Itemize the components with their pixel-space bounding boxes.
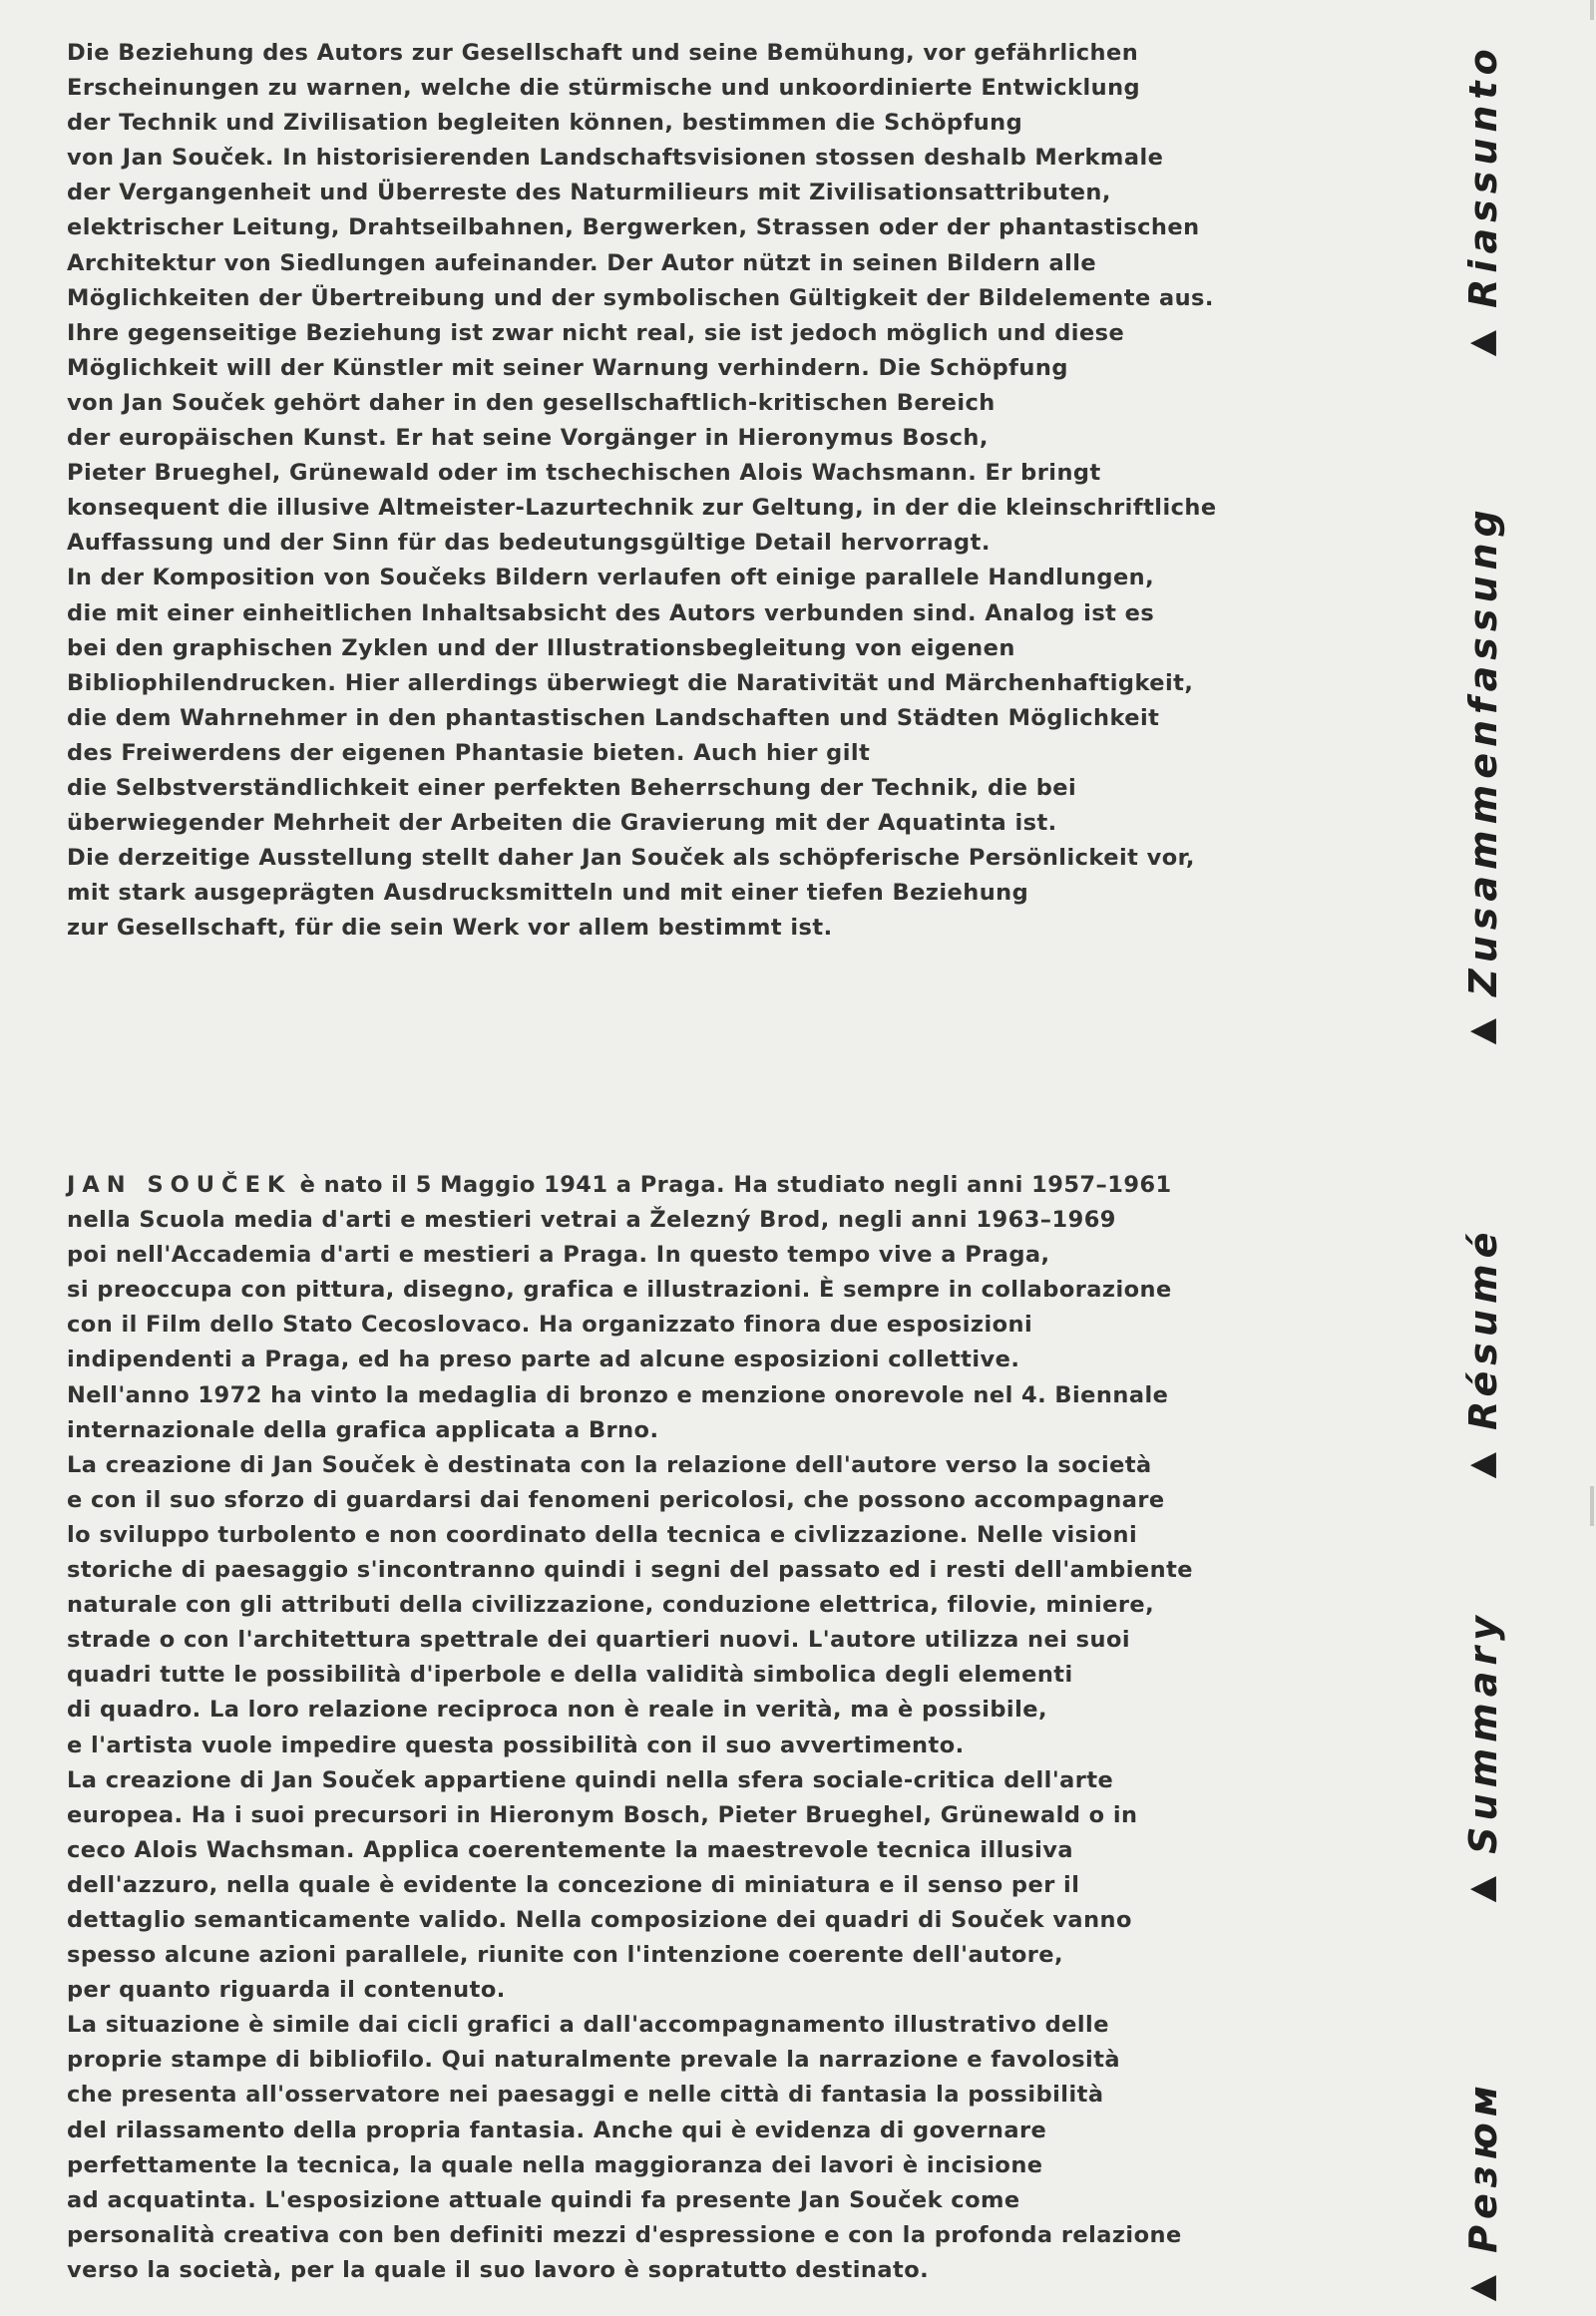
italian-text-line: si preoccupa con pittura, disegno, grafica e illustrazioni. È sempre in collaborazione bbox=[67, 1277, 1172, 1304]
side-label-text: Summary bbox=[1461, 1610, 1505, 1854]
german-text-line: konsequent die illusive Altmeister-Lazurtechnik zur Geltung, in der die kleinschriftliche bbox=[67, 495, 1217, 522]
german-text-line: von Jan Souček gehört daher in den gesellschaftlich-kritischen Bereich bbox=[67, 389, 996, 416]
german-text-line: der Vergangenheit und Überreste des Naturmilieurs mit Zivilisationsattributen, bbox=[67, 180, 1111, 206]
italian-text-line: del rilassamento della propria fantasia. Anche qui è evidenza di governare bbox=[67, 2117, 1047, 2143]
italian-text-line: e con il suo sforzo di guardarsi dai fenomeni pericolosi, che possono accompagnare bbox=[67, 1486, 1165, 1513]
italian-text-line: di quadro. La loro relazione reciproca non è reale in verità, ma è possibile, bbox=[67, 1697, 1047, 1724]
german-text-line: Ihre gegenseitige Beziehung ist zwar nicht real, sie ist jedoch möglich und diese bbox=[67, 319, 1125, 346]
italian-text-line: e l'artista vuole impedire questa possibilità con il suo avvertimento. bbox=[67, 1732, 965, 1758]
german-text-line: Möglichkeiten der Übertreibung und der symbolischen Gültigkeit der Bildelemente aus. bbox=[67, 284, 1214, 311]
german-text-line: die Selbstverständlichkeit einer perfekten Beherrschung der Technik, die bei bbox=[67, 774, 1077, 801]
italian-text-line: lo sviluppo turbolento e non coordinato della tecnica e civlizzazione. Nelle visioni bbox=[67, 1521, 1138, 1548]
italian-text-line: verso la società, per la quale il suo lavoro è sopratutto destinato. bbox=[67, 2256, 930, 2283]
italian-text-line: ceco Alois Wachsman. Applica coerentemente la maestrevole tecnica illusiva bbox=[67, 1836, 1074, 1863]
arrow-icon: ◀ bbox=[1469, 320, 1497, 361]
italian-text-line: ad acquatinta. L'esposizione attuale quindi fa presente Jan Souček come bbox=[67, 2186, 1020, 2213]
side-label-text: Резюм bbox=[1461, 2080, 1505, 2253]
arrow-icon: ◀ bbox=[1469, 1442, 1497, 1483]
german-text-line: die dem Wahrnehmer in den phantastischen Landschaften und Städten Möglichkeit bbox=[67, 704, 1160, 731]
italian-text-line: naturale con gli attributi della civilizzazione, conduzione elettrica, filovie, miniere, bbox=[67, 1592, 1155, 1619]
italian-text-line: con il Film dello Stato Cecoslovaco. Ha organizzato finora due esposizioni bbox=[67, 1312, 1033, 1339]
italian-text-line: per quanto riguarda il contenuto. bbox=[67, 1977, 506, 2004]
italian-text-line: nella Scuola media d'arti e mestieri vetrai a Železný Brod, negli anni 1963–1969 bbox=[67, 1207, 1116, 1234]
page-edge-mark bbox=[1590, 0, 1594, 20]
side-label-summary bbox=[1461, 1610, 1505, 1907]
side-label-zusammenfassung bbox=[1461, 504, 1505, 1049]
german-text-line: Erscheinungen zu warnen, welche die stürmische und unkoordinierte Entwicklung bbox=[67, 75, 1141, 102]
italian-text-line: dell'azzuro, nella quale è evidente la concezione di miniatura e il senso per il bbox=[67, 1871, 1080, 1898]
italian-text-line: La situazione è simile dai cicli grafici a dall'accompagnamento illustrativo delle bbox=[67, 2012, 1109, 2039]
german-text-line: Auffassung und der Sinn für das bedeutungsgültige Detail hervorragt. bbox=[67, 530, 991, 557]
german-text-line: von Jan Souček. In historisierenden Landschaftsvisionen stossen deshalb Merkmale bbox=[67, 145, 1164, 172]
side-label-text: Résumé bbox=[1461, 1226, 1505, 1430]
italian-text-line: europea. Ha i suoi precursori in Hieronym Bosch, Pieter Brueghel, Grünewald o in bbox=[67, 1801, 1138, 1828]
side-label-riassunto bbox=[1461, 43, 1505, 361]
italian-text-line: Nell'anno 1972 ha vinto la medaglia di bronzo e menzione onorevole nel 4. Biennale bbox=[67, 1381, 1169, 1408]
italian-text-line: storiche di paesaggio s'incontranno quindi i segni del passato ed i resti dell'ambiente bbox=[67, 1557, 1193, 1584]
german-text-line: In der Komposition von Součeks Bildern verlaufen oft einige parallele Handlungen, bbox=[67, 565, 1155, 591]
italian-text-line: La creazione di Jan Souček è destinata con la relazione dell'autore verso la società bbox=[67, 1451, 1152, 1478]
arrow-icon: ◀ bbox=[1469, 1866, 1497, 1907]
german-text-line: bei den graphischen Zyklen und der Illustrationsbegleitung von eigenen bbox=[67, 634, 1015, 661]
italian-text-line: La creazione di Jan Souček appartiene quindi nella sfera sociale-critica dell'arte bbox=[67, 1766, 1114, 1793]
italian-text-line: personalità creativa con ben definiti mezzi d'espressione e con la profonda relazione bbox=[67, 2221, 1182, 2248]
italian-text-line: poi nell'Accademia d'arti e mestieri a Praga. In questo tempo vive a Praga, bbox=[67, 1242, 1050, 1269]
italian-text-line: perfettamente la tecnica, la quale nella maggioranza dei lavori è incisione bbox=[67, 2151, 1043, 2178]
german-text-line: Die Beziehung des Autors zur Gesellschaft und seine Bemühung, vor gefährlichen bbox=[67, 40, 1139, 66]
italian-summary-paragraph bbox=[67, 1168, 1244, 2288]
arrow-icon: ◀ bbox=[1469, 1008, 1497, 1049]
arrow-icon: ◀ bbox=[1469, 2265, 1497, 2306]
german-text-line: zur Gesellschaft, für die sein Werk vor allem bestimmt ist. bbox=[67, 915, 833, 942]
german-text-line: Die derzeitige Ausstellung stellt daher Jan Souček als schöpferische Persönlickeit vor, bbox=[67, 845, 1195, 872]
german-text-line: des Freiwerdens der eigenen Phantasie bieten. Auch hier gilt bbox=[67, 739, 871, 766]
german-text-line: Architektur von Siedlungen aufeinander. Der Autor nützt in seinen Bildern alle bbox=[67, 249, 1097, 276]
german-text-line: der Technik und Zivilisation begleiten können, bestimmen die Schöpfung bbox=[67, 110, 1023, 137]
side-label-text: Riassunto bbox=[1461, 43, 1505, 308]
side-label-resume bbox=[1461, 1226, 1505, 1483]
german-text-line: mit stark ausgeprägten Ausdrucksmitteln und mit einer tiefen Beziehung bbox=[67, 880, 1029, 907]
german-text-line: der europäischen Kunst. Er hat seine Vorgänger in Hieronymus Bosch, bbox=[67, 425, 989, 452]
german-text-line: die mit einer einheitlichen Inhaltsabsicht des Autors verbunden sind. Analog ist es bbox=[67, 599, 1155, 626]
italian-text-line: proprie stampe di bibliofilo. Qui naturalmente prevale la narrazione e favolosità bbox=[67, 2047, 1121, 2074]
german-text-line: elektrischer Leitung, Drahtseilbahnen, Bergwerken, Strassen oder der phantastischen bbox=[67, 214, 1200, 241]
page-edge-mark bbox=[1590, 1486, 1594, 1526]
italian-text-line: quadri tutte le possibilità d'iperbole e della validità simbolica degli elementi bbox=[67, 1662, 1073, 1689]
italian-text-line: dettaglio semanticamente valido. Nella composizione dei quadri di Souček vanno bbox=[67, 1906, 1132, 1933]
italian-text-line: internazionale della grafica applicata a Brno. bbox=[67, 1416, 659, 1443]
italian-text-line: indipendenti a Praga, ed ha preso parte ad alcune esposizioni collettive. bbox=[67, 1347, 1020, 1373]
first-line-text: è nato il 5 Maggio 1941 a Praga. Ha studiato negli anni 1957–1961 bbox=[291, 1172, 1172, 1198]
side-label-text: Zusammenfassung bbox=[1461, 504, 1505, 996]
artist-name: JAN SOUČEK bbox=[67, 1172, 292, 1198]
side-label-rezjume bbox=[1461, 2080, 1505, 2306]
german-text-line: Bibliophilendrucken. Hier allerdings überwiegt die Narativität und Märchenhaftigkeit, bbox=[67, 669, 1194, 696]
german-text-line: Möglichkeit will der Künstler mit seiner Warnung verhindern. Die Schöpfung bbox=[67, 354, 1068, 381]
german-text-line: Pieter Brueghel, Grünewald oder im tschechischen Alois Wachsmann. Er bringt bbox=[67, 460, 1101, 487]
german-summary-paragraph bbox=[67, 36, 1244, 946]
german-text-line: überwiegender Mehrheit der Arbeiten die Gravierung mit der Aquatinta ist. bbox=[67, 810, 1057, 837]
italian-text-line: strade o con l'architettura spettrale dei quartieri nuovi. L'autore utilizza nei suoi bbox=[67, 1627, 1131, 1654]
italian-text-line: che presenta all'osservatore nei paesaggi e nelle città di fantasia la possibilità bbox=[67, 2082, 1104, 2109]
italian-first-line bbox=[67, 1168, 1244, 1203]
italian-text-line: spesso alcune azioni parallele, riunite con l'intenzione coerente dell'autore, bbox=[67, 1942, 1063, 1969]
